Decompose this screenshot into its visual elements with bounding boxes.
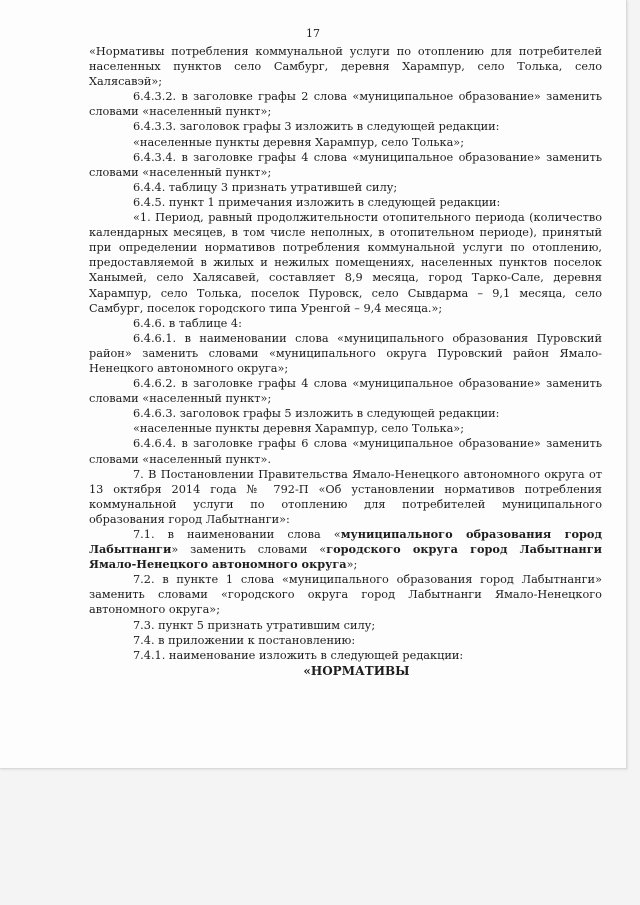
text-run: 7.1. в наименовании слова « xyxy=(133,528,341,541)
paragraph: 6.4.6.1. в наименовании слова «муниципального образования Пуровский район» заменить словами «муниципального округа Пуровский район Ямало-Ненецкого автономного округа»; xyxy=(89,331,602,375)
document-body xyxy=(89,44,602,679)
paragraph: 7.2. в пункте 1 слова «муниципального образования город Лабытнанги» заменить словами «городского округа город Лабытнанги Ямало-Ненецкого автономного округа»; xyxy=(89,573,602,617)
paragraph: 6.4.6.2. в заголовке графы 4 слова «муниципальное образование» заменить словами «населенный пункт»; xyxy=(89,377,602,406)
paragraph: 7.4. в приложении к постановлению: xyxy=(133,633,356,647)
paragraph: 6.4.6.4. в заголовке графы 6 слова «муниципальное образование» заменить словами «населенный пункт». xyxy=(89,437,602,466)
paragraph: «Нормативы потребления коммунальной услуги по отоплению для потребителей населенных пунктов село Самбург, деревня Харампур, село Толька, село Халясавэй»; xyxy=(89,45,602,89)
bold-run: муниципального образования город Лабытнанги xyxy=(89,527,602,557)
text-run: » заменить словами « xyxy=(171,543,327,557)
paragraph: 6.4.3.4. в заголовке графы 4 слова «муниципальное образование» заменить словами «населенный пункт»; xyxy=(89,150,602,179)
paragraph: 6.4.4. таблицу 3 признать утратившей силу; xyxy=(133,180,398,194)
paragraph: 7.4.1. наименование изложить в следующей редакции: xyxy=(133,648,464,662)
bold-run: городского округа город Лабытнанги Ямало-Ненецкого автономного округа xyxy=(89,542,602,572)
section-heading: «НОРМАТИВЫ xyxy=(303,663,410,678)
paragraph: «населенные пункты деревня Харампур, село Толька»; xyxy=(133,135,465,149)
paragraph: «1. Период, равный продолжительности отопительного периода (количество календарных месяцев, в том числе неполных, в отопительном периоде), принятый при определении нормативов потребления коммунальной услуги по отоплению, предоставляемой в жилых и нежилых помещениях, населенных пунктов поселок Ханымей, село Халясавей, составляет 8,9 месяца, город Тарко-Сале, деревня Харампур, село Толька, поселок Пуровск, село Сывдарма – 9,1 месяца, село Самбург, поселок городского типа Уренгой – 9,4 месяца.»; xyxy=(89,211,602,315)
paragraph: 7.3. пункт 5 признать утратившим силу; xyxy=(133,618,376,632)
paragraph-mixed-bold xyxy=(89,527,602,572)
paragraph: 6.4.6. в таблице 4: xyxy=(133,316,242,330)
paragraph: 6.4.3.2. в заголовке графы 2 слова «муниципальное образование» заменить словами «населенный пункт»; xyxy=(89,90,602,119)
paragraph: 6.4.6.3. заголовок графы 5 изложить в следующей редакции: xyxy=(133,407,500,421)
paragraph: 6.4.3.3. заголовок графы 3 изложить в следующей редакции: xyxy=(133,120,500,134)
text-run: »; xyxy=(346,558,358,572)
page-number: 17 xyxy=(306,27,320,40)
paragraph: 6.4.5. пункт 1 примечания изложить в следующей редакции: xyxy=(133,195,501,209)
paragraph: «населенные пункты деревня Харампур, село Толька»; xyxy=(133,422,465,436)
paragraph: 7. В Постановлении Правительства Ямало-Ненецкого автономного округа от 13 октября 2014 года № 792-П «Об установлении нормативов потребления коммунальной услуги по отоплению для потребителей муниципального образования город Лабытнанги»: xyxy=(89,467,602,526)
